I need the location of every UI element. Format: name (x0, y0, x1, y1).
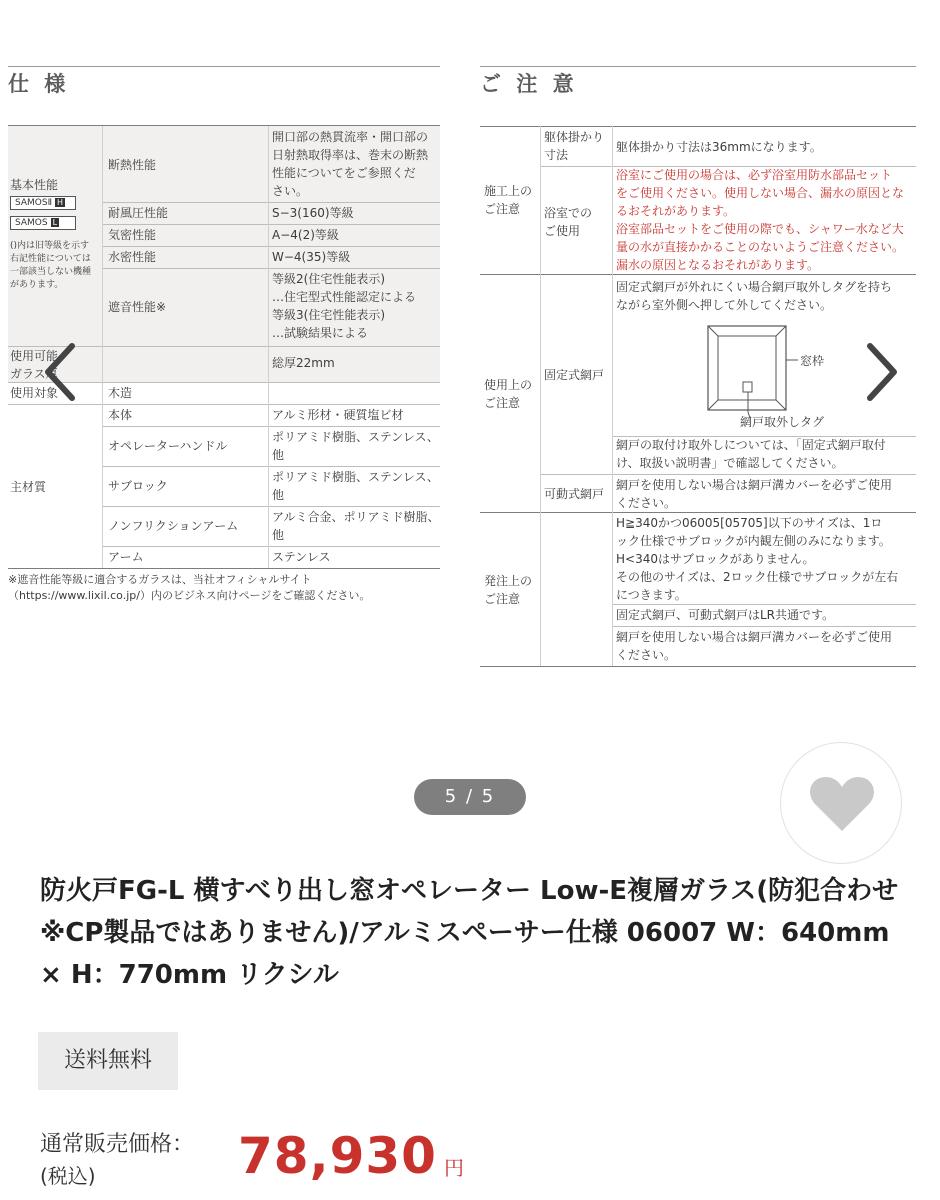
caution-top-rule (480, 126, 916, 127)
caution-frame-value: 躯体掛かり寸法は36mmになります。 (616, 140, 822, 154)
spec-water-value: W−4(35)等級 (272, 250, 351, 264)
spec-row-rule (8, 404, 440, 405)
caution-fixed-screen-note: 固定式網戸が外れにくい場合網戸取外しタグを持ち ながら室外側へ押して外してください。 (616, 280, 893, 312)
caution-col-divider (612, 126, 613, 666)
caution-movable-screen-label: 可動式網戸 (544, 487, 605, 501)
spec-bottom-rule (8, 568, 440, 569)
caution-group-rule (480, 274, 916, 275)
spec-target-label: 使用対象 (10, 386, 59, 400)
caution-title: ご 注 意 (480, 72, 578, 96)
spec-arm-value: ステンレス (272, 550, 331, 564)
caution-bath-value: 浴室にご使用の場合は、必ず浴室用防水部品セット をご使用ください。使用しない場合、漏水の原因とな るおそれがあります。 浴室部品セットをご使用の際でも、シャワー水など大 量の水が直接かかることのないようご注意ください。 漏水の原因となるおそれがあります。 (616, 168, 905, 272)
spec-nonfriction-label: ノンフリクションアーム (108, 519, 239, 533)
favorite-button[interactable] (780, 742, 902, 864)
spec-heat-value: 開口部の熱貫流率・開口部の 日射熱取得率は、巻末の断熱 性能についてをご参照くだ さい。 (272, 130, 429, 198)
spec-col-divider (102, 126, 103, 568)
spec-col-divider (268, 126, 269, 568)
caution-bottom-rule (480, 666, 916, 667)
spec-wind-label: 耐風圧性能 (108, 206, 169, 220)
gallery-prev-button[interactable] (40, 340, 80, 404)
spec-air-value: A−4(2)等級 (272, 228, 339, 242)
product-title: 防火戸FG-L 横すべり出し窓オペレーター Low-E複層ガラス(防犯合わせ※CP製品ではありません)/アルミスペーサー仕様 06007 W：640mm × H：770mm リクシル (40, 876, 899, 990)
gallery-page-indicator: 5 / 5 (414, 779, 526, 815)
diagram-frame-label: 窓枠 (800, 354, 825, 368)
spec-row-rule (102, 268, 440, 269)
caution-install-label: 施工上の ご注意 (484, 184, 533, 216)
chevron-right-icon (862, 340, 902, 404)
caution-fixed-screen-label: 固定式網戸 (544, 368, 605, 382)
spec-handle-value: ポリアミド樹脂、ステンレス、 他 (272, 430, 439, 462)
caution-row-rule (540, 474, 916, 475)
spec-row-rule (102, 546, 440, 547)
spec-air-label: 気密性能 (108, 228, 157, 242)
gallery-next-button[interactable] (862, 340, 902, 404)
spec-top-rule (8, 125, 440, 126)
spec-basic-label: 基本性能 (10, 178, 59, 192)
chevron-left-icon (40, 340, 80, 404)
currency-unit: 円 (444, 1156, 464, 1180)
spec-water-label: 水密性能 (108, 250, 157, 264)
price-label: 通常販売価格： (40, 1132, 195, 1157)
samos2h-badge: SAMOSⅡ H (10, 196, 76, 210)
spec-glass-value: 総厚22mm (272, 356, 335, 370)
caution-movable-screen-note: 網戸を使用しない場合は網戸溝カバーを必ずご使用 ください。 (616, 478, 893, 510)
caution-order-note-lr: 固定式網戸、可動式網戸はLR共通です。 (616, 608, 835, 622)
spec-title-rule (8, 66, 440, 67)
caution-row-rule (612, 626, 916, 627)
free-shipping-badge: 送料無料 (38, 1032, 178, 1090)
spec-sound-value: 等級2(住宅性能表示) …住宅型式性能認定による 等級3(住宅性能表示) …試験結果による (272, 272, 417, 340)
spec-row-rule (102, 466, 440, 467)
caution-group-rule (480, 512, 916, 513)
caution-row-rule (612, 604, 916, 605)
spec-old-grade-note: ()内は旧等級を示す 右記性能については 一部該当しない機種 があります。 (10, 241, 92, 290)
caution-fixed-screen-manual-note: 網戸の取付け取外しについては、「固定式網戸取付 け、取扱い説明書」で確認してください。 (616, 438, 886, 470)
spec-heat-label: 断熱性能 (108, 158, 157, 172)
heart-icon (809, 773, 875, 833)
spec-handle-label: オペレーターハンドル (108, 439, 228, 453)
caution-col-divider (540, 126, 541, 666)
spec-sublock-value: ポリアミド樹脂、ステンレス、 他 (272, 470, 439, 502)
caution-title-rule (480, 66, 916, 67)
spec-sublock-label: サブロック (108, 479, 168, 493)
spec-target-value: 木造 (108, 386, 133, 400)
diagram-tag-label: 網戸取外しタグ (740, 415, 825, 429)
caution-use-label: 使用上の ご注意 (484, 378, 533, 410)
tax-included-label: (税込) (40, 1164, 96, 1188)
spec-row-rule (102, 426, 440, 427)
samos-l-badge: SAMOS L (10, 216, 76, 230)
caution-bath-label: 浴室での ご使用 (544, 206, 593, 238)
spec-row-rule (102, 224, 440, 225)
spec-row-rule (102, 246, 440, 247)
spec-row-rule (102, 202, 440, 203)
caution-order-note-lock: H≧340かつ06005[05705]以下のサイズは、1ロ ック仕様でサブロックが内観左側のみになります。 H<340はサブロックがありません。 その他のサイズは、2ロック仕様でサブロックが左右 につきます。 (616, 516, 899, 602)
spec-title: 仕 様 (8, 72, 70, 96)
spec-nonfriction-value: アルミ合金、ポリアミド樹脂、 他 (272, 510, 440, 542)
spec-body-value: アルミ形材・硬質塩ビ材 (272, 408, 404, 422)
spec-glass-label: 使用可能 ガラス厚 (10, 349, 59, 381)
spec-sound-label: 遮音性能※ (108, 300, 167, 314)
spec-row-rule (102, 506, 440, 507)
spec-arm-label: アーム (108, 550, 144, 564)
caution-frame-label: 躯体掛かり 寸法 (544, 130, 605, 162)
caution-order-label: 発注上の ご注意 (484, 574, 533, 606)
spec-wind-value: S−3(160)等級 (272, 206, 354, 220)
spec-footnote: ※遮音性能等級に適合するガラスは、当社オフィシャルサイト （https://www.lixil.co.jp/）内のビジネス向けページをご確認ください。 (8, 573, 371, 602)
spec-body-label: 本体 (108, 408, 133, 422)
caution-order-note-cover: 網戸を使用しない場合は網戸溝カバーを必ずご使用 ください。 (616, 630, 893, 662)
price-value: 78,930 (238, 1127, 437, 1185)
spec-material-label: 主材質 (10, 480, 47, 494)
